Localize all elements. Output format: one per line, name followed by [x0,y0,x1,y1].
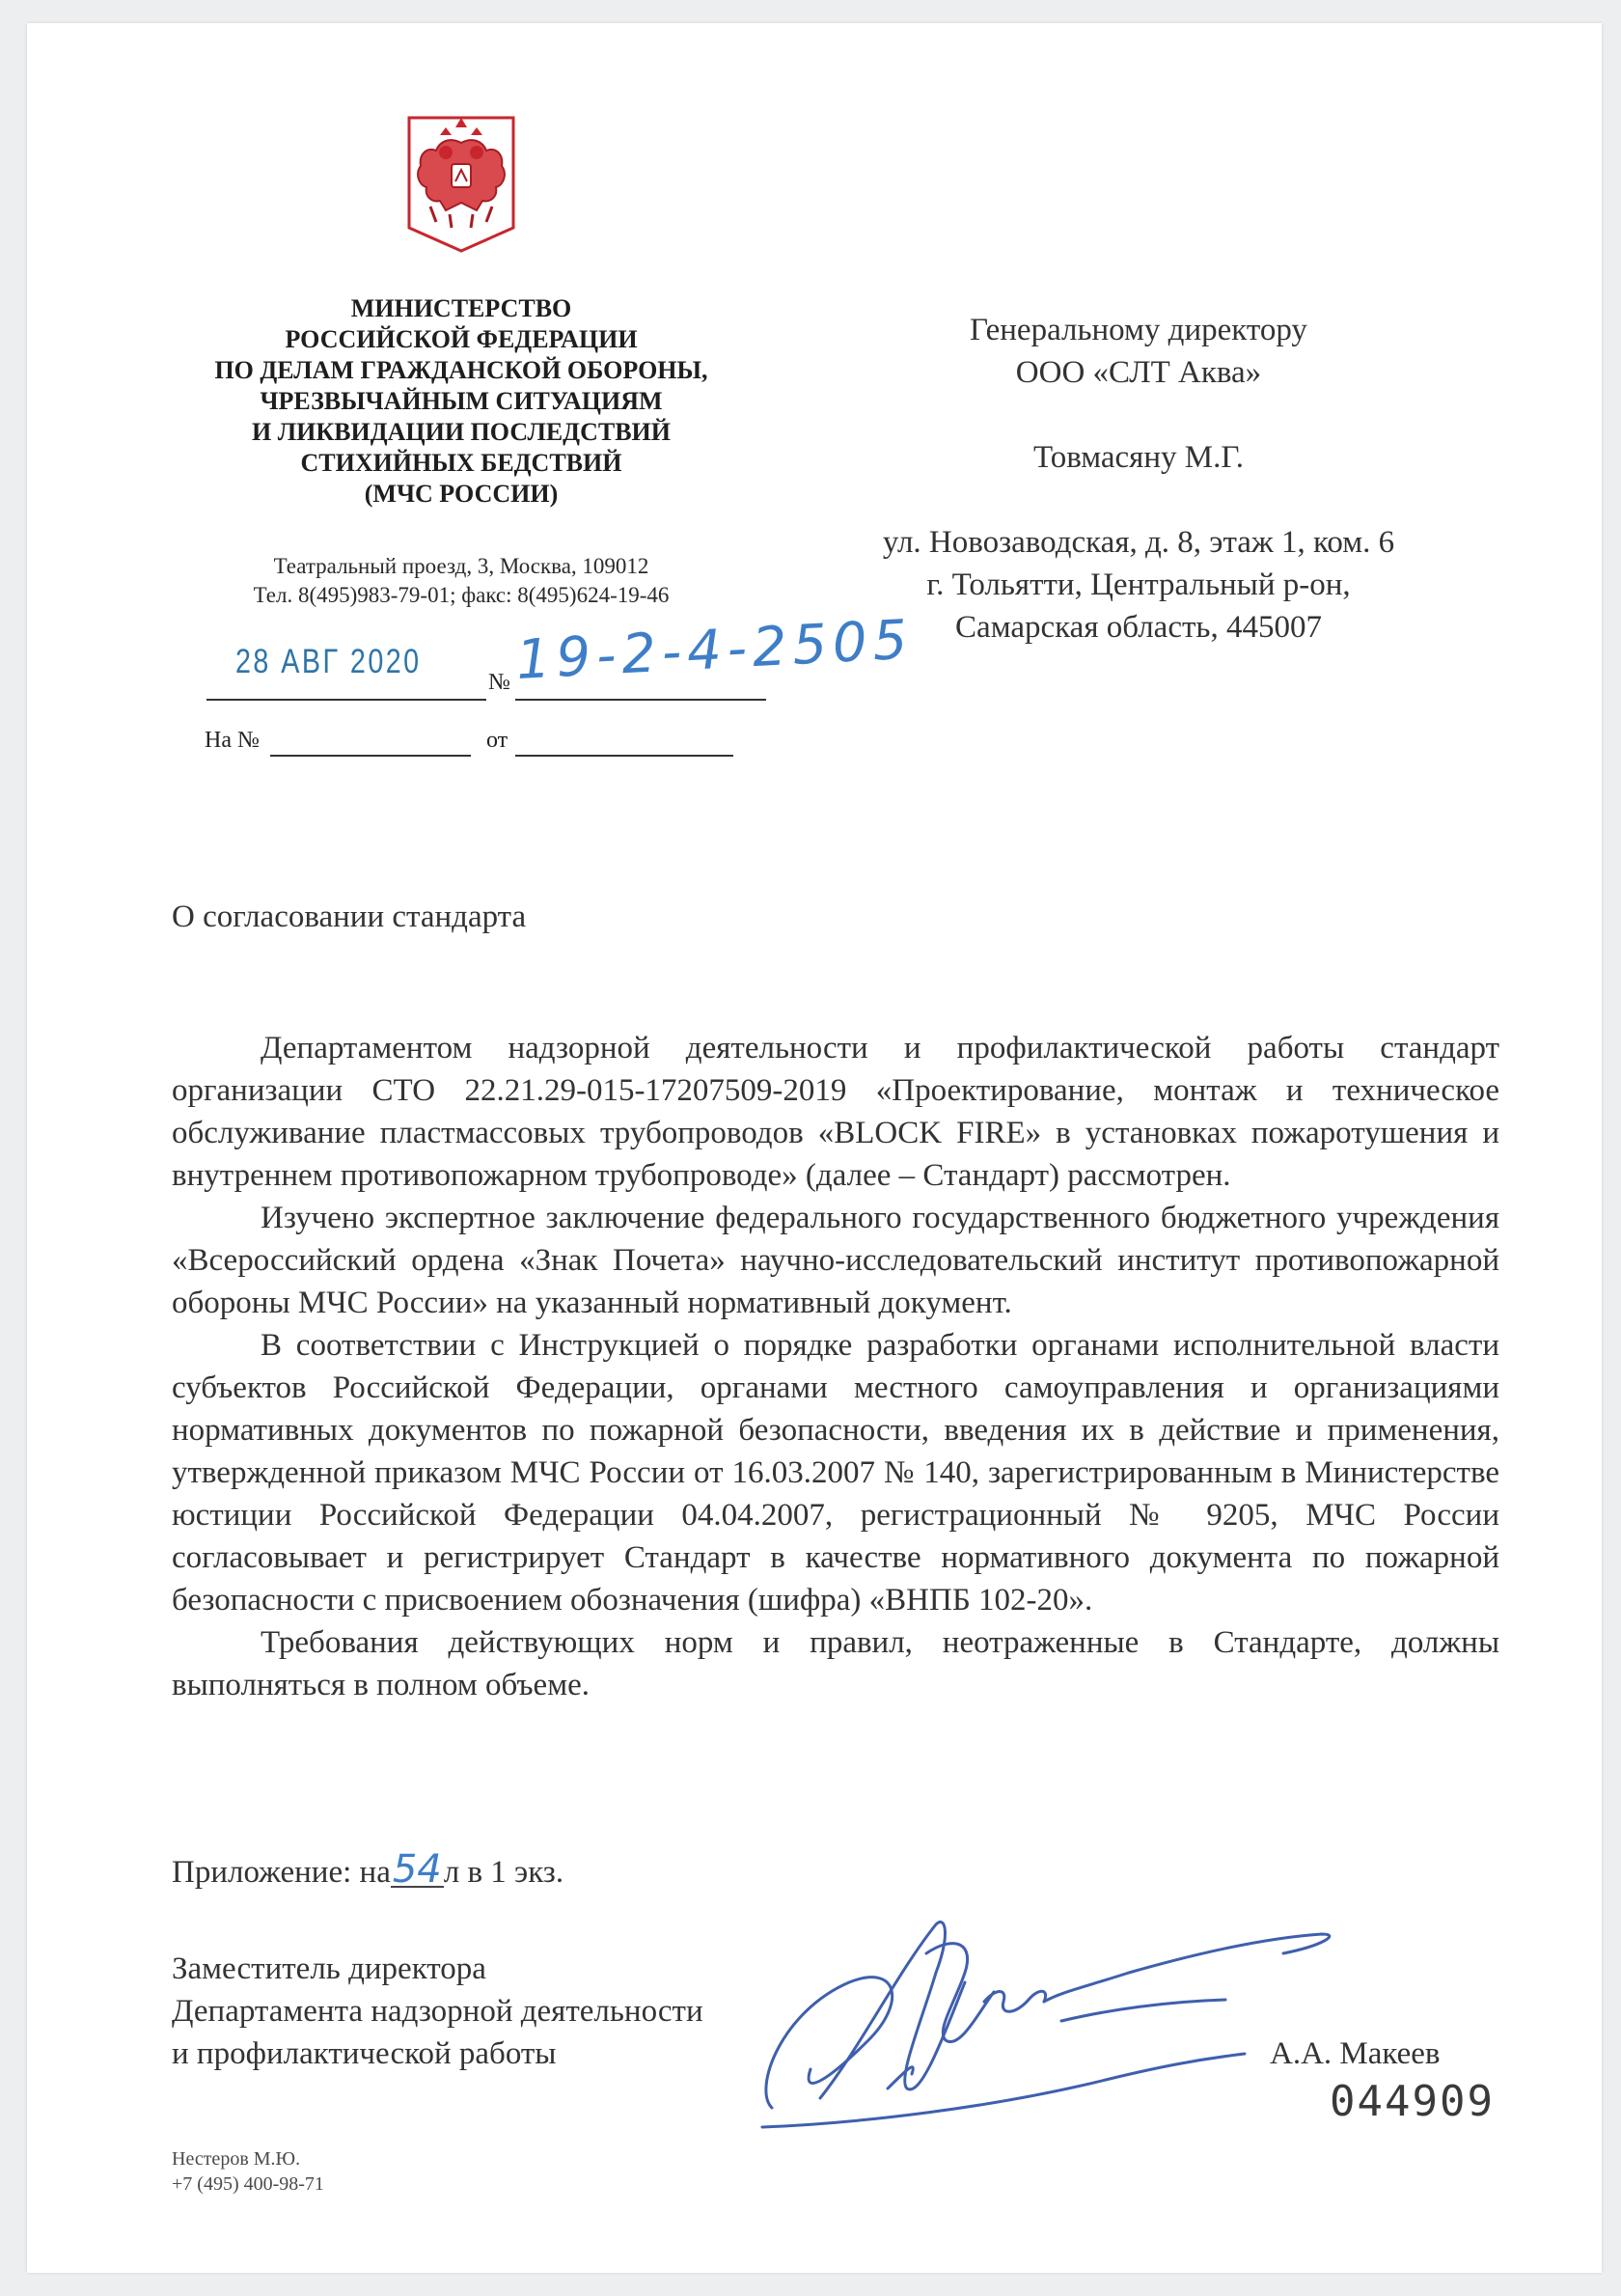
ministry-address: Театральный проезд, 3, Москва, 109012 [273,554,649,578]
appendix-prefix: Приложение: на [172,1855,391,1890]
ministry-line: РОССИЙСКОЙ ФЕДЕРАЦИИ [285,325,638,353]
executor-info [172,2146,324,2197]
recipient-block [810,309,1467,649]
executor-phone: +7 (495) 400-98-71 [172,2173,324,2195]
reference-number-line [270,755,471,757]
letter-body [172,1027,1499,1706]
date-underline [206,699,486,701]
ministry-line: И ЛИКВИДАЦИИ ПОСЛЕДСТВИЙ [252,418,671,446]
number-underline [515,699,766,701]
letter-sheet [27,23,1602,2273]
ministry-phones: Тел. 8(495)983-79-01; факс: 8(495)624-19-46 [253,583,670,607]
reference-number-label: На № [205,728,260,753]
signer-title-line: и профилактической работы [172,2036,557,2071]
coat-of-arms-emblem [401,114,521,255]
body-paragraph: В соответствии с Инструкцией о порядке разработки органами исполнительной власти субъектов Российской Федерации, органами местного самоуправления и организациями нормативных документов по пожарной безопасности, введения их в действие и применения, утвержденной приказом МЧС России от 16.03.2007 № 140, зарегистрированным в Министерстве юстиции Российской Федерации 04.04.2007, регистрационный № 9205, МЧС России согласовывает и регистрирует Стандарт в качестве нормативного документа по пожарной безопасности с присвоением обозначения (шифра) «ВНПБ 102-20». [172,1328,1499,1618]
executor-name: Нестеров М.Ю. [172,2148,301,2170]
body-paragraph: Департаментом надзорной деятельности и профилактической работы стандарт организации СТО 22.21.29-015-17207509-2019 «Проектирование, монтаж и техническое обслуживание пластмассовых трубопроводов «BLOCK FIRE» в установках пожаротушения и внутреннем противопожарном трубопроводе» (далее – Стандарт) рассмотрен. [172,1031,1499,1193]
ministry-line: ПО ДЕЛАМ ГРАЖДАНСКОЙ ОБОРОНЫ, [214,356,708,384]
handwritten-outgoing-number: 19-2-4-2505 [514,608,915,692]
handwritten-signature [743,1895,1360,2146]
signer-title [172,1948,703,2075]
ministry-line: (МЧС РОССИИ) [364,480,559,508]
body-paragraph: Требования действующих норм и правил, неотраженные в Стандарте, должны выполняться в полном объеме. [172,1625,1499,1702]
recipient-address-line: г. Тольятти, Центральный р-он, [926,567,1351,602]
recipient-address-line: ул. Новозаводская, д. 8, этаж 1, ком. 6 [882,525,1395,560]
document-serial-number: 044909 [1330,2077,1495,2126]
recipient-position: Генеральному директору [970,313,1307,347]
ministry-line: СТИХИЙНЫХ БЕДСТВИЙ [300,449,622,477]
body-paragraph: Изучено экспертное заключение федерального государственного бюджетного учреждения «Всероссийский ордена «Знак Почета» научно-исследовательский институт противопожарной обороны МЧС России» на указанный нормативный документ. [172,1201,1499,1320]
recipient-address-line: Самарская область, 445007 [955,610,1322,645]
signer-title-line: Заместитель директора [172,1951,486,1986]
reference-date-label: от [486,728,508,753]
ministry-line: ЧРЕЗВЫЧАЙНЫМ СИТУАЦИЯМ [260,387,663,415]
number-label: № [488,670,510,695]
ministry-contacts [172,552,751,610]
reference-date-line [515,755,733,757]
letter-subject: О согласовании стандарта [172,899,527,934]
appendix-sheet-count: 54 [392,1847,442,1892]
ministry-header [172,293,751,510]
recipient-company: ООО «СЛТ Аква» [1015,355,1262,390]
ministry-line: МИНИСТЕРСТВО [350,294,572,322]
date-stamp: 28 АВГ 2020 [235,643,422,680]
appendix-line [172,1847,564,1892]
signer-name: А.А. Макеев [1270,2036,1441,2071]
signer-title-line: Департамента надзорной деятельности [172,1994,703,2029]
recipient-name: Товмасяну М.Г. [1033,440,1244,475]
appendix-suffix: л в 1 экз. [443,1855,564,1890]
